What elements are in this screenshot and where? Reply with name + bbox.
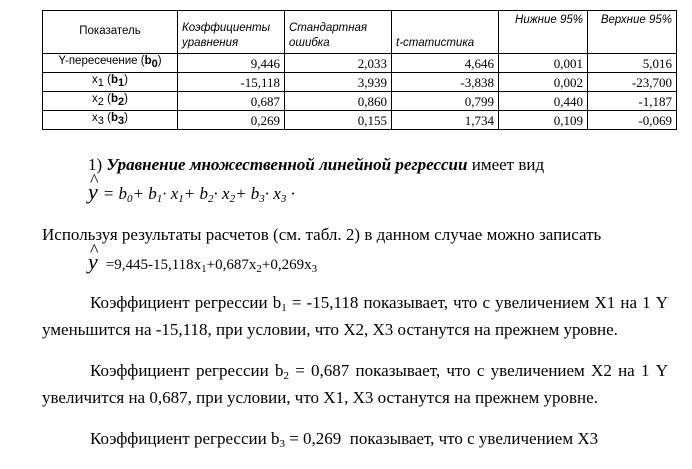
table-cell: 0,860 (285, 92, 392, 111)
specific-formula: ^ $y =9,445-15,118x_1+0,687x_2+0,269x_3$ (88, 252, 317, 279)
table-cell: -23,700 (588, 73, 677, 92)
table-cell: 3,939 (285, 73, 392, 92)
general-formula: ^ $y = b_0+ b_1\cdot x_1+ b_2\cdot x_2+ b_3\cdot x_3$ · (88, 182, 295, 209)
table-cell: -3,838 (392, 73, 499, 92)
item-rest-text: имеет вид (471, 155, 545, 174)
table-row (43, 92, 677, 111)
table-cell: 2,033 (285, 54, 392, 73)
col-header-upper-95: Верхние 95% (588, 11, 677, 54)
using-results-text: Используя результаты расчетов (см. табл. 2) в данном случае можно записать (42, 225, 602, 244)
table-cell: 0,109 (499, 111, 588, 130)
table-cell: -0,069 (588, 111, 677, 130)
table-cell: 9,446 (178, 54, 285, 73)
table-cell: 4,646 (392, 54, 499, 73)
paragraph-b2: Коэффициент регрессии $b_2 = 0,687$ показывает, что с увеличением X2 на 1 Y увеличится на 0,687, при условии, что X1, X3 останутся на прежнем уровне. (42, 361, 669, 407)
table-cell: 0,269 (178, 111, 285, 130)
table-cell: -1,187 (588, 92, 677, 111)
item-number: 1) (88, 155, 103, 174)
col-header-std-error: Стандартная ошибка (285, 11, 392, 54)
table-header-row (43, 11, 677, 54)
table-cell: 0,687 (178, 92, 285, 111)
row-label: $x_2$ $(b_2)$ (43, 92, 178, 111)
paragraph-b3: Коэффициент регрессии $b_3 = 0,269$ показывает, что с увеличением X3 (90, 429, 599, 450)
y-hat: ^ y (88, 182, 98, 202)
table-cell: 0,440 (499, 92, 588, 111)
table-cell: -15,118 (178, 73, 285, 92)
table-row (43, 73, 677, 92)
table-cell: 0,001 (499, 54, 588, 73)
row-label: $x_3$ $(b_3)$ (43, 111, 178, 130)
table-row (43, 111, 677, 130)
col-header-t-stat: t-статистика (392, 11, 499, 54)
table-row (43, 54, 677, 73)
col-header-lower-95: Нижние 95% (499, 11, 588, 54)
item-1-heading (88, 155, 544, 175)
table-cell: 1,734 (392, 111, 499, 130)
col-header-indicator: Показатель (43, 11, 178, 54)
item-bold-text: Уравнение множественной линейной регрессии (106, 155, 468, 174)
table-cell: 5,016 (588, 54, 677, 73)
y-hat-2: ^ y (88, 252, 98, 272)
table-cell: 0,155 (285, 111, 392, 130)
table-cell: 0,799 (392, 92, 499, 111)
row-label: $x_1$ $(b_1)$ (43, 73, 178, 92)
regression-coefficients-table (42, 10, 677, 130)
col-header-coefficients: Коэффициенты уравнения (178, 11, 285, 54)
table-cell: 0,002 (499, 73, 588, 92)
row-label: Y-пересечение $(b_0)$ (43, 54, 178, 73)
paragraph-b1: Коэффициент регрессии $b_1 = -15,118$ показывает, что с увеличением X1 на 1 Y уменьшится на -15,118, при условии, что X2, X3 останутся на прежнем уровне. (42, 293, 669, 339)
